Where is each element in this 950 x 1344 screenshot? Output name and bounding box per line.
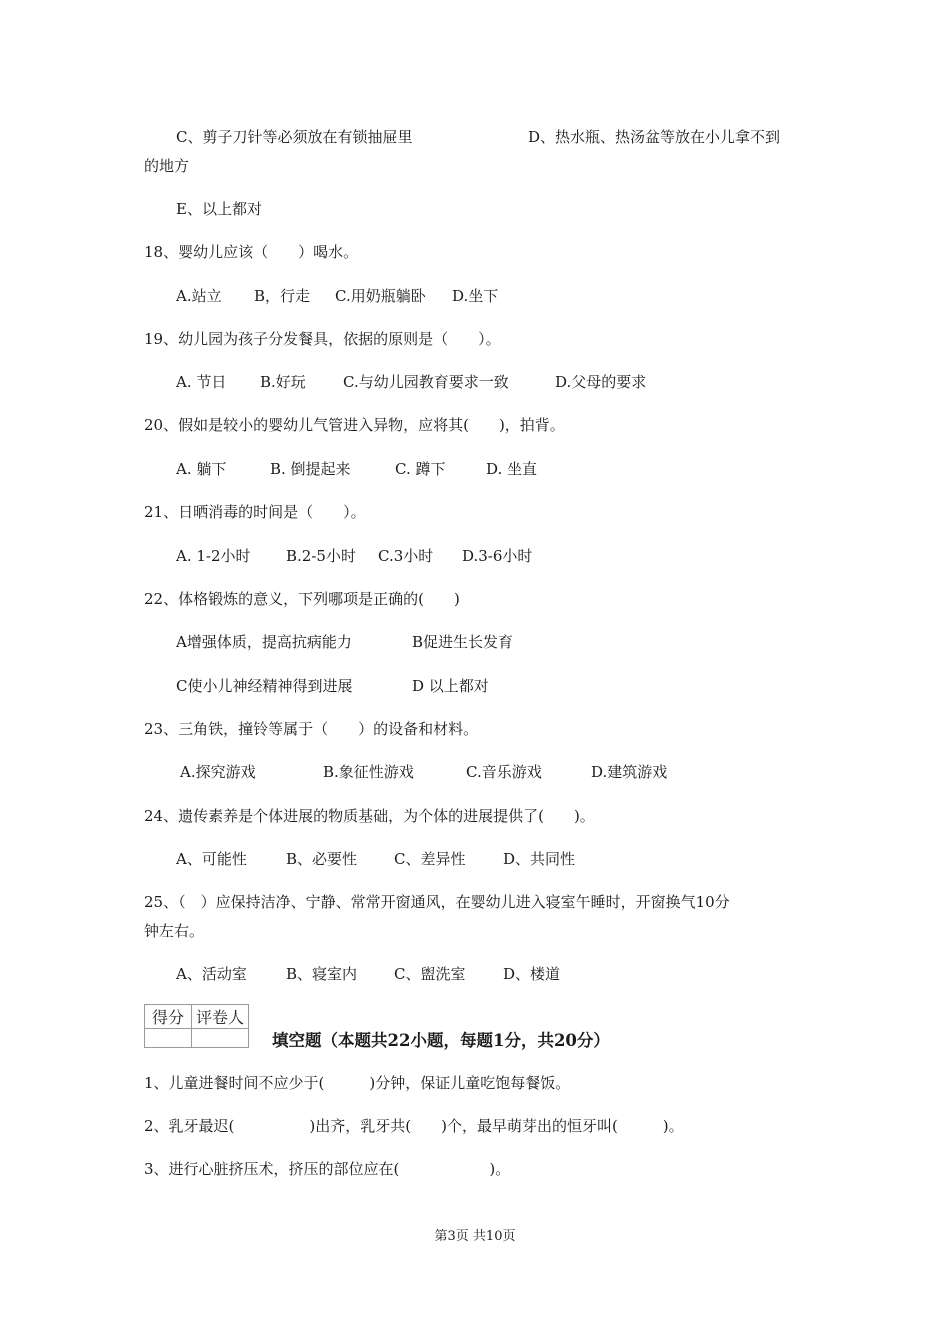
- option-25-d: D、楼道: [503, 965, 561, 983]
- question-24-stem: 24、遗传素养是个体进展的物质基础，为个体的进展提供了( )。: [144, 807, 595, 825]
- option-18-c: C.用奶瓶躺卧: [335, 287, 426, 305]
- question-20-stem: 20、假如是较小的婴幼儿气管进入异物，应将其( )，拍背。: [144, 416, 565, 434]
- option-20-c: C. 蹲下: [395, 460, 446, 478]
- score-header: 得分: [145, 1005, 192, 1029]
- option-22-b: B促进生长发育: [412, 633, 514, 651]
- question-23-stem: 23、三角铁，撞铃等属于（ ）的设备和材料。: [144, 720, 479, 738]
- option-24-b: B、必要性: [286, 850, 358, 868]
- option-17-d: D、热水瓶、热汤盆等放在小儿拿不到: [528, 128, 781, 146]
- option-23-b: B.象征性游戏: [323, 763, 414, 781]
- option-24-a: A、可能性: [176, 850, 247, 868]
- question-21-stem: 21、日晒消毒的时间是（ ）。: [144, 503, 366, 521]
- option-22-d: D 以上都对: [412, 677, 489, 695]
- option-19-a: A. 节日: [176, 373, 227, 391]
- option-22-a: A增强体质，提高抗病能力: [176, 633, 352, 651]
- score-table: [144, 1004, 249, 1048]
- option-21-b: B.2-5小时: [286, 547, 356, 565]
- question-25-stem: 25、（ ）应保持洁净、宁静、常常开窗通风，在婴幼儿进入寝室午睡时，开窗换气10分: [144, 893, 730, 911]
- option-25-c: C、盥洗室: [394, 965, 466, 983]
- grader-cell: [192, 1029, 249, 1048]
- option-23-c: C.音乐游戏: [466, 763, 542, 781]
- option-18-b: B，行走: [254, 287, 311, 305]
- question-19-stem: 19、幼儿园为孩子分发餐具，依据的原则是（ ）。: [144, 330, 501, 348]
- option-25-b: B、寝室内: [286, 965, 358, 983]
- question-22-stem: 22、体格锻炼的意义，下列哪项是正确的( ): [144, 590, 460, 608]
- option-18-d: D.坐下: [452, 287, 499, 305]
- option-19-d: D.父母的要求: [555, 373, 647, 391]
- option-20-a: A. 躺下: [176, 460, 227, 478]
- option-24-c: C、差异性: [394, 850, 466, 868]
- section-title: 填空题（本题共22小题，每题1分，共20分）: [272, 1031, 610, 1050]
- option-20-b: B. 倒提起来: [270, 460, 351, 478]
- option-21-c: C.3小时: [378, 547, 434, 565]
- option-17-e: E、以上都对: [176, 200, 262, 218]
- option-18-a: A.站立: [176, 287, 222, 305]
- fill-question-2: 2、乳牙最迟( )出齐，乳牙共( )个，最早萌芽出的恒牙叫( )。: [144, 1117, 684, 1135]
- option-21-d: D.3-6小时: [462, 547, 533, 565]
- option-19-b: B.好玩: [260, 373, 306, 391]
- grader-header: 评卷人: [192, 1005, 249, 1029]
- question-18-stem: 18、婴幼儿应该（ ）喝水。: [144, 243, 359, 261]
- option-22-c: C使小儿神经精神得到进展: [176, 677, 353, 695]
- option-24-d: D、共同性: [503, 850, 576, 868]
- option-23-d: D.建筑游戏: [591, 763, 668, 781]
- option-25-a: A、活动室: [176, 965, 247, 983]
- option-17-c: C、剪子刀针等必须放在有锁抽屉里: [176, 128, 413, 146]
- option-20-d: D. 坐直: [486, 460, 538, 478]
- fill-question-3: 3、进行心脏挤压术，挤压的部位应在( )。: [144, 1160, 511, 1178]
- option-21-a: A. 1-2小时: [176, 547, 251, 565]
- option-17-d-continued: 的地方: [144, 157, 190, 175]
- option-19-c: C.与幼儿园教育要求一致: [343, 373, 509, 391]
- page-footer: 第3页 共10页: [434, 1229, 516, 1244]
- question-25-stem-continued: 钟左右。: [144, 922, 205, 940]
- score-cell: [145, 1029, 192, 1048]
- fill-question-1: 1、儿童进餐时间不应少于( )分钟，保证儿童吃饱每餐饭。: [144, 1074, 571, 1092]
- option-23-a: A.探究游戏: [180, 763, 256, 781]
